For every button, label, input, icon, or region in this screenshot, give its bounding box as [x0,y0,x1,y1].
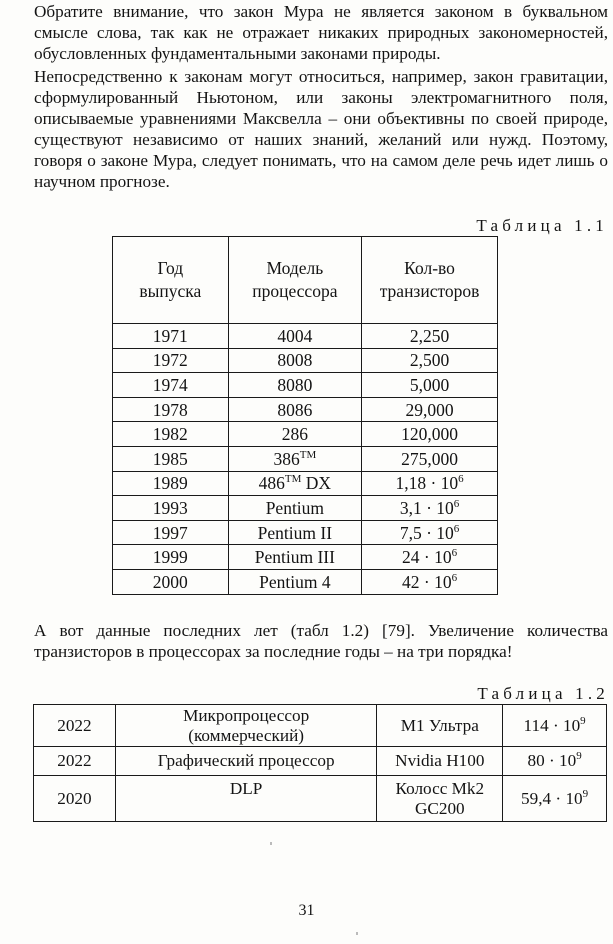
model-name: 386 [273,448,300,469]
cell-year: 1999 [113,545,229,570]
exponent: 9 [580,714,586,727]
cell-count [362,496,498,521]
model-line-1: M1 Ультра [400,715,479,735]
count-value: 275,000 [401,448,458,469]
type-line-1: Микропроцессор [183,705,310,725]
cell-year: 1974 [113,373,229,398]
count-value: 2,250 [409,325,450,346]
model-name: 8008 [277,350,313,371]
model-line-1: Nvidia H100 [395,751,485,770]
cell-count [362,397,498,422]
cell-year: 1997 [113,520,229,545]
cell-year: 2020 [34,776,116,822]
cell-year: 1972 [113,348,229,373]
table-row [34,705,607,747]
table-row [34,776,607,822]
paragraph-recent-data: А вот данные последних лет (табл 1.2) [79]. Увеличение количества транзисторов в процессорах за последние годы – на три порядка! [34,621,608,661]
cell-type [115,747,377,776]
count-value: 1,18 · 10 [395,473,459,494]
table-caption-1-2: Таблица 1.2 [477,684,609,703]
cell-count [503,747,607,776]
trademark-mark: TM [284,473,302,486]
cell-model [377,776,503,822]
exponent: 9 [576,750,582,762]
table-row [113,324,498,349]
cell-count [362,569,498,594]
model-name: 8080 [277,374,313,395]
count-value: 114 · 10 [523,715,581,735]
cell-year: 1993 [113,496,229,521]
count-value: 5,000 [409,374,450,395]
table-row [113,422,498,447]
cell-year: 1985 [113,446,229,471]
cell-model [228,520,362,545]
count-value: 80 · 10 [527,751,577,770]
page-number: 31 [298,902,315,919]
count-value: 3,1 · 10 [399,497,454,518]
model-name: Pentium III [254,547,335,568]
exponent: 9 [582,787,589,800]
table-row [34,747,607,776]
model-line-2: GC200 [414,798,465,818]
cell-count [362,422,498,447]
cell-model [228,471,362,496]
table-row [113,545,498,570]
paragraph-physical-laws: Непосредственно к законам могут относиться, например, закон гравитации, сформулированный Ньютоном, или законы электромагнитного поля, описываемые уравнениями Максвелла – они объективны по своей природе, существуют независимо от наших знаний, желаний или нужд. Поэтому, говоря о законе Мура, следует понимать, что на самом деле речь идет лишь о научном прогнозе. [34,67,608,191]
count-value: 7,5 · 10 [399,522,454,543]
header-model: Модель процессора [228,237,362,324]
cell-count [362,373,498,398]
cell-model [377,705,503,747]
exponent: 6 [453,522,460,535]
cell-year: 1978 [113,397,229,422]
count-value: 42 · 10 [402,571,452,592]
table-row [113,373,498,398]
cell-model [228,545,362,570]
exponent: 6 [451,547,458,560]
cell-count [362,471,498,496]
model-line-1: Колосс Mk2 [395,778,485,798]
cell-model [228,496,362,521]
table-row [113,471,498,496]
cell-model [228,397,362,422]
cell-count [503,776,607,822]
model-name: 286 [281,424,308,445]
model-name: Pentium [265,497,325,518]
cell-type [115,776,377,822]
count-value: 120,000 [401,424,458,445]
exponent: 6 [453,497,460,510]
count-value: 59,4 · 10 [521,788,583,808]
model-name: Pentium II [257,522,333,543]
type-line-1: DLP [229,779,263,798]
cell-model [228,569,362,594]
model-name: 8086 [277,399,313,420]
trademark-mark: TM [299,448,317,461]
cell-model [228,348,362,373]
cell-year: 1989 [113,471,229,496]
cell-model [228,324,362,349]
header-year: Год выпуска [113,237,229,324]
cell-year: 2000 [113,569,229,594]
table-row [113,496,498,521]
count-value: 29,000 [405,399,454,420]
cell-count [362,324,498,349]
cell-type [115,705,377,747]
cell-count [362,545,498,570]
cell-year: 1971 [113,324,229,349]
model-name: 4004 [277,325,313,346]
model-name: 486 [258,473,285,494]
table-row [113,569,498,594]
cell-model [377,747,503,776]
cell-year: 2022 [34,747,116,776]
type-line-2: (коммерческий) [188,725,305,745]
model-name: Pentium 4 [259,571,331,592]
header-count: Кол-во транзисторов [362,237,498,324]
recent-processors-table [33,704,607,822]
cell-count [362,446,498,471]
type-line-1: Графический процессор [157,751,335,770]
model-suffix: DX [301,473,332,494]
cell-count [503,705,607,747]
count-value: 2,500 [409,350,450,371]
cell-model [228,422,362,447]
cell-model [228,373,362,398]
table-header-row [113,237,498,324]
table-row [113,446,498,471]
table-row [113,348,498,373]
paragraph-moore-law-note: Обратите внимание, что закон Мура не является законом в буквальном смысле слова, так как не отражает никаких природных закономерностей, обусловленных фундаментальными законами природы. [34,2,608,63]
scan-speck [356,932,358,935]
exponent: 6 [458,473,464,486]
table-row [113,397,498,422]
table-row [113,520,498,545]
cell-year: 2022 [34,705,116,747]
count-value: 24 · 10 [402,547,452,568]
cell-count [362,520,498,545]
cell-model [228,446,362,471]
cell-count [362,348,498,373]
exponent: 6 [451,571,458,584]
transistor-history-table [112,236,498,595]
scan-speck [270,842,272,845]
cell-year: 1982 [113,422,229,447]
table-caption-1-1: Таблица 1.1 [476,216,608,235]
